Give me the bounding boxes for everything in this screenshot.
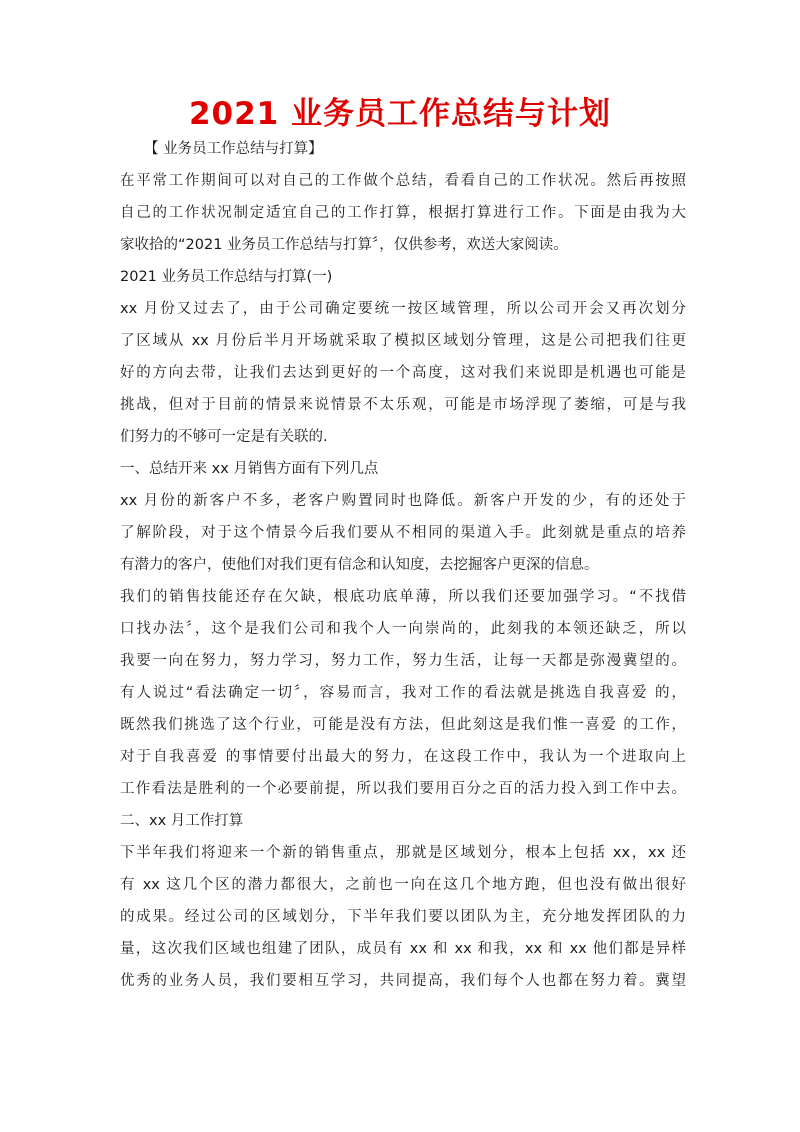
paragraph-line: 2021 业务员工作总结与打算(一) — [120, 269, 333, 285]
paragraph-line: 有人说过“看法确定一切〞，容易而言，我对工作的看法就是挑选自我喜爱 的， — [120, 685, 686, 701]
paragraph-line: 二、xx 月工作打算 — [120, 813, 244, 829]
paragraph-line: 量，这次我们区域也组建了团队，成员有 xx 和 xx 和我，xx 和 xx 他们都是异样 — [120, 941, 686, 957]
document-title: 2021 业务员工作总结与计划 — [188, 96, 612, 132]
paragraph-line: xx 月份又过去了，由于公司确定要统一按区域管理，所以公司开会又再次划分 — [120, 301, 686, 317]
paragraph-line: xx 月份的新客户不多，老客户购置同时也降低。新客户开发的少，有的还处于 — [120, 493, 686, 509]
document-body — [120, 133, 686, 997]
paragraph-line: 我要一向在努力，努力学习，努力工作，努力生活，让每一天都是弥漫冀望的。 — [120, 653, 686, 669]
paragraph-line: 有 xx 这几个区的潜力都很大，之前也一向在这几个地方跑，但也没有做出很好 — [120, 877, 686, 893]
paragraph-line: 挑战，但对于目前的情景来说情景不太乐观，可能是市场浮现了萎缩，可是与我 — [120, 397, 686, 413]
paragraph-line: 们努力的不够可一定是有关联的. — [120, 429, 328, 445]
paragraph-line: 【 业务员工作总结与打算】 — [144, 141, 323, 157]
paragraph-line: 口找办法〞，这个是我们公司和我个人一向崇尚的，此刻我的本领还缺乏，所以 — [120, 621, 686, 637]
paragraph-line: 一、总结开来 xx 月销售方面有下列几点 — [120, 461, 379, 477]
paragraph-line: 下半年我们将迎来一个新的销售重点，那就是区域划分，根本上包括 xx，xx 还 — [120, 845, 686, 861]
paragraph-line: 的成果。经过公司的区域划分，下半年我们要以团队为主，充分地发挥团队的力 — [120, 909, 686, 925]
paragraph-line: 了区域从 xx 月份后半月开场就采取了模拟区域划分管理，这是公司把我们往更 — [120, 333, 686, 349]
paragraph-line: 了解阶段，对于这个情景今后我们要从不相同的渠道入手。此刻就是重点的培养 — [120, 525, 686, 541]
paragraph-line: 自己的工作状况制定适宜自己的工作打算，根据打算进行工作。下面是由我为大 — [120, 205, 686, 221]
paragraph-line: 对于自我喜爱 的事情要付出最大的努力，在这段工作中，我认为一个进取向上 — [120, 749, 686, 765]
paragraph-line: 优秀的业务人员，我们要相互学习，共同提高，我们每个人也都在努力着。冀望 — [120, 973, 686, 989]
paragraph-line: 好的方向去带，让我们去达到更好的一个高度，这对我们来说即是机遇也可能是 — [120, 365, 686, 381]
paragraph-line: 家收拾的“2021 业务员工作总结与打算〞，仅供参考，欢送大家阅读。 — [120, 237, 568, 253]
paragraph-line: 既然我们挑选了这个行业，可能是没有方法，但此刻这是我们惟一喜爱 的工作， — [120, 717, 686, 733]
paragraph-line: 在平常工作期间可以对自己的工作做个总结，看看自己的工作状况。然后再按照 — [120, 173, 686, 189]
paragraph-line: 我们的销售技能还存在欠缺，根底功底单薄，所以我们还要加强学习。“不找借 — [120, 589, 686, 605]
paragraph-line: 工作看法是胜利的一个必要前提，所以我们要用百分之百的活力投入到工作中去。 — [120, 781, 686, 797]
paragraph-line: 有潜力的客户，使他们对我们更有信念和认知度，去挖掘客户更深的信息。 — [120, 557, 599, 573]
